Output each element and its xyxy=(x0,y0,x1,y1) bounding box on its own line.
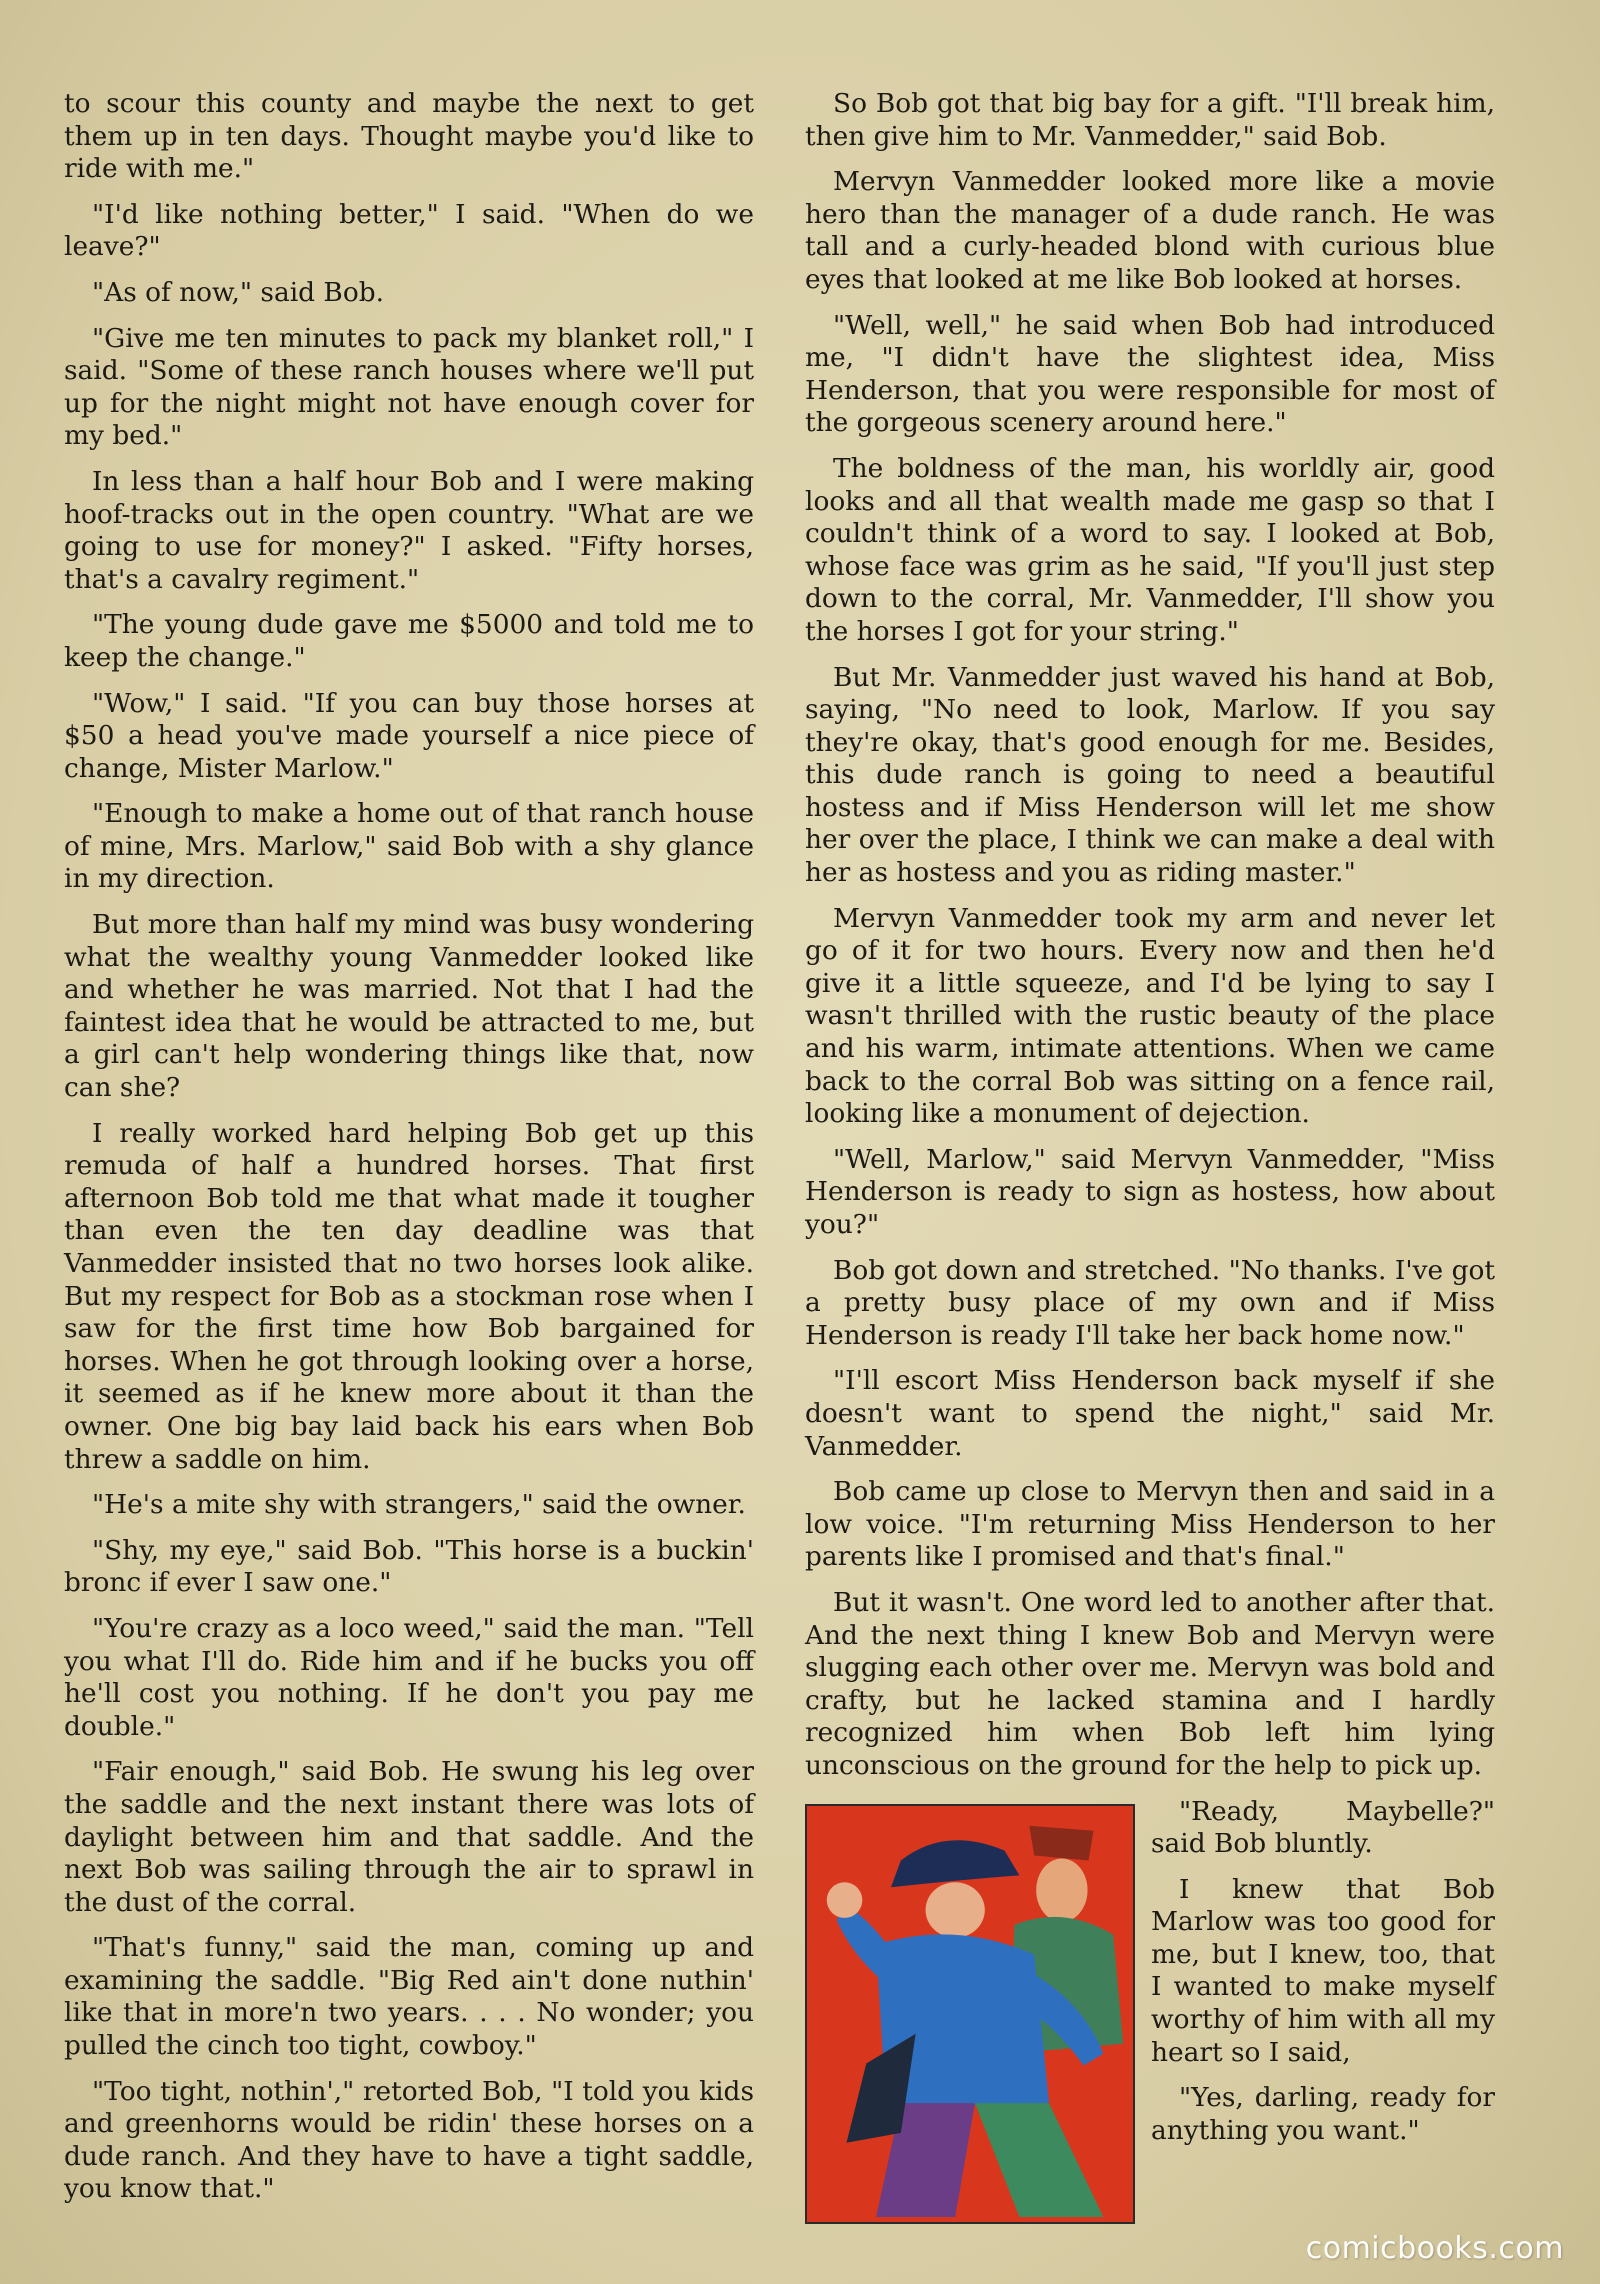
paragraph: But Mr. Vanmedder just waved his hand at Bob, saying, "No need to look, Marlow. If you say they're okay, that's good enough for me. Besides, this dude ranch is going to need a beautiful hostess and if Miss Henderson will let me show her over the place, I think we can make a deal with her as hostess and you as riding master." xyxy=(805,661,1495,889)
paragraph: "Give me ten minutes to pack my blanket roll," I said. "Some of these ranch houses where we'll put up for the night might not have enough cover for my bed." xyxy=(64,322,754,452)
paragraph: "Shy, my eye," said Bob. "This horse is a buckin' bronc if ever I saw one." xyxy=(64,1534,754,1599)
illustration-wrap-area xyxy=(805,1796,1495,2148)
paragraph: Bob came up close to Mervyn then and said in a low voice. "I'm returning Miss Henderson to her parents like I promised and that's final." xyxy=(805,1476,1495,1573)
paragraph: "Enough to make a home out of that ranch house of mine, Mrs. Marlow," said Bob with a shy glance in my direction. xyxy=(64,798,754,895)
paragraph: The boldness of the man, his worldly air, good looks and all that wealth made me gasp so that I couldn't think of a word to say. I looked at Bob, whose face was grim as he said, "If you'll just step down to the corral, Mr. Vanmedder, I'll show you the horses I got for your string." xyxy=(805,452,1495,647)
story-illustration xyxy=(805,1804,1135,2224)
paragraph: "I'll escort Miss Henderson back myself if she doesn't want to spend the night," said Mr. Vanmedder. xyxy=(805,1365,1495,1462)
paragraph: "That's funny," said the man, coming up and examining the saddle. "Big Red ain't done nuthin' like that in more'n two years. . . . No wonder; you pulled the cinch too tight, cowboy." xyxy=(64,1932,754,2062)
paragraph: "Too tight, nothin'," retorted Bob, "I told you kids and greenhorns would be ridin' these horses on a dude ranch. And they have to have a tight saddle, you know that." xyxy=(64,2075,754,2205)
paragraph: "I'd like nothing better," I said. "When do we leave?" xyxy=(64,198,754,263)
site-watermark: comicbooks.com xyxy=(1305,2231,1564,2266)
paragraph: But it wasn't. One word led to another after that. And the next thing I knew Bob and Mervyn were slugging each other over me. Mervyn was bold and crafty, but he lacked stamina and I hardly recognized him when Bob left him lying unconscious on the ground for the help to pick up. xyxy=(805,1586,1495,1781)
paragraph: "You're crazy as a loco weed," said the man. "Tell you what I'll do. Ride him and if he bucks you off he'll cost you nothing. If he don't you pay me double." xyxy=(64,1612,754,1742)
paragraph: In less than a half hour Bob and I were making hoof-tracks out in the open country. "What are we going to use for money?" I asked. "Fifty horses, that's a cavalry regiment." xyxy=(64,465,754,595)
paragraph: Bob got down and stretched. "No thanks. I've got a pretty busy place of my own and if Miss Henderson is ready I'll take her back home now." xyxy=(805,1254,1495,1351)
paragraph: "Well, well," he said when Bob had introduced me, "I didn't have the slightest idea, Miss Henderson, that you were responsible for most of the gorgeous scenery around here." xyxy=(805,309,1495,439)
paragraph: I really worked hard helping Bob get up this remuda of half a hundred horses. That first afternoon Bob told me that what made it tougher than even the ten day deadline was that Vanmedder insisted that no two horses look alike. But my respect for Bob as a stockman rose when I saw for the first time how Bob bargained for horses. When he got through looking over a horse, it seemed as if he knew more about it than the owner. One big bay laid back his ears when Bob threw a saddle on him. xyxy=(64,1117,754,1475)
paragraph: Mervyn Vanmedder took my arm and never let go of it for two hours. Every now and then he'd give it a little squeeze, and I'd be lying to say I wasn't thrilled with the rustic beauty of the place and his warm, intimate attentions. When we came back to the corral Bob was sitting on a fence rail, looking like a monument of dejection. xyxy=(805,902,1495,1130)
right-text-column xyxy=(805,88,1495,2232)
paragraph: "Wow," I said. "If you can buy those horses at $50 a head you've made yourself a nice piece of change, Mister Marlow." xyxy=(64,687,754,784)
paragraph: "Fair enough," said Bob. He swung his leg over the saddle and the next instant there was lots of daylight between him and that saddle. And the next Bob was sailing through the air to sprawl in the dust of the corral. xyxy=(64,1756,754,1918)
cowboy-fight-illustration-icon xyxy=(807,1806,1133,2222)
paragraph: "Ready, Maybelle?" said Bob bluntly. xyxy=(1151,1795,1495,1860)
paragraph: "Well, Marlow," said Mervyn Vanmedder, "Miss Henderson is ready to sign as hostess, how about you?" xyxy=(805,1143,1495,1240)
paragraph: Mervyn Vanmedder looked more like a movie hero than the manager of a dude ranch. He was tall and a curly-headed blond with curious blue eyes that looked at me like Bob looked at horses. xyxy=(805,166,1495,295)
paragraph: But more than half my mind was busy wondering what the wealthy young Vanmedder looked like and whether he was married. Not that I had the faintest idea that he would be attracted to me, but a girl can't help wondering things like that, now can she? xyxy=(64,909,754,1104)
paragraph: to scour this county and maybe the next to get them up in ten days. Thought maybe you'd like to ride with me." xyxy=(64,88,754,185)
paragraph: "Yes, darling, ready for anything you want." xyxy=(1151,2082,1495,2146)
paragraph: "The young dude gave me $5000 and told me to keep the change." xyxy=(64,609,754,673)
paragraph: "He's a mite shy with strangers," said the owner. xyxy=(92,1489,746,1521)
paragraph: "As of now," said Bob. xyxy=(92,276,384,308)
paragraph: I knew that Bob Marlow was too good for me, but I knew, too, that I wanted to make myself worthy of him with all my heart so I said, xyxy=(1151,1873,1495,2068)
left-text-column xyxy=(64,88,754,2219)
paragraph: So Bob got that big bay for a gift. "I'll break him, then give him to Mr. Vanmedder," said Bob. xyxy=(805,88,1495,152)
